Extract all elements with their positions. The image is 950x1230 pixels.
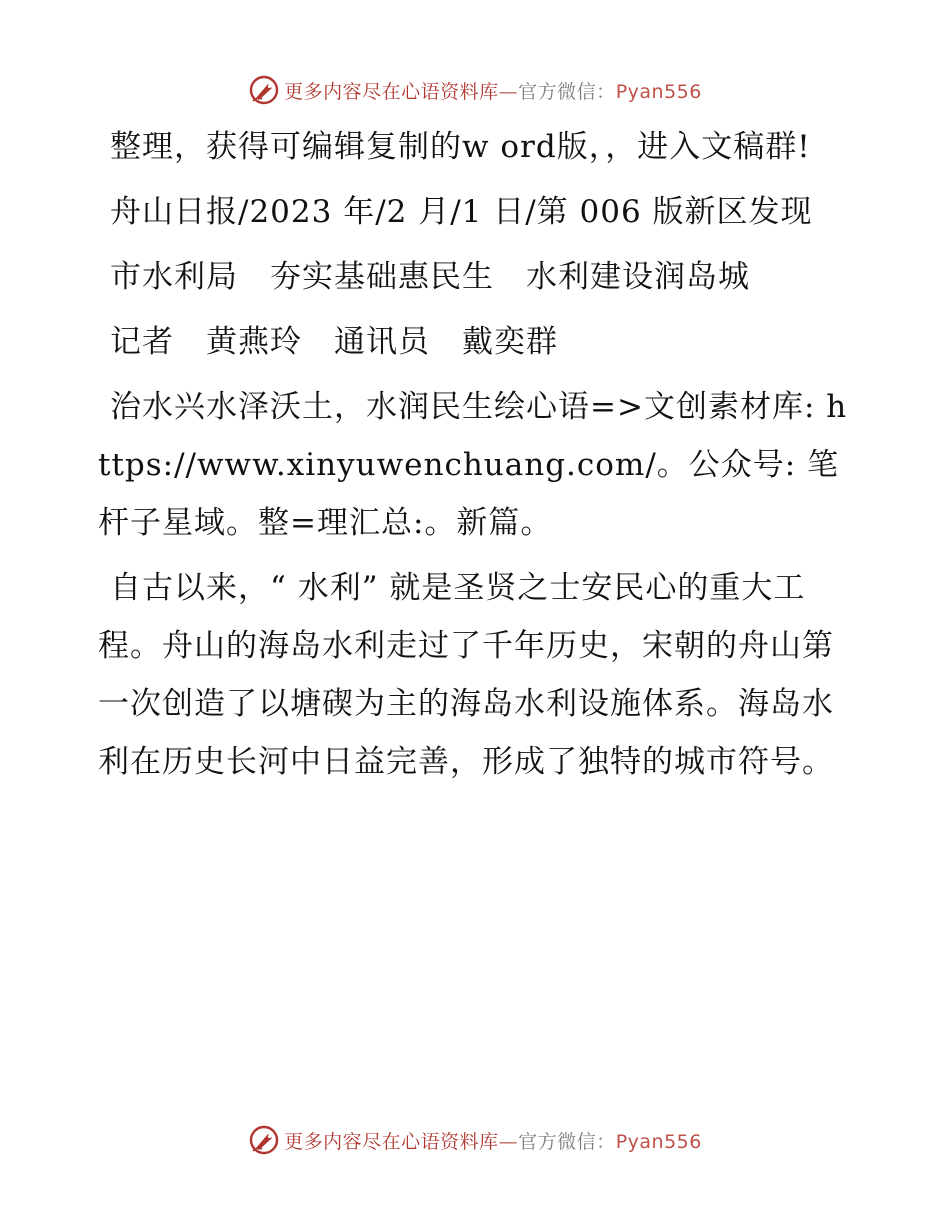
banner-main-text: 更多内容尽在心语资料库 <box>284 80 499 103</box>
article-byline-text: 记者 黄燕玲 通讯员 戴奕群 <box>110 324 558 360</box>
banner-wechat-label: 官方微信： <box>518 1130 616 1153</box>
paragraph-history-text: 自古以来，“ 水利” 就是圣贤之士安民心的重大工程。舟山的海岛水利走过了千年历史，宋朝的舟山第一次创造了以塘碶为主的海岛水利设施体系。海岛水利在历史长河中日益完善，形成了独特的城市符号。 <box>98 570 834 780</box>
paragraph-promo <box>98 378 858 552</box>
footer-banner <box>0 1120 950 1160</box>
banner-wechat-id: Pyan556 <box>615 1130 702 1153</box>
document-body <box>98 118 858 798</box>
pen-nib-logo-icon <box>248 1124 280 1156</box>
banner-dash: — <box>498 80 519 103</box>
pen-nib-logo-icon <box>248 74 280 106</box>
article-byline <box>98 313 858 371</box>
banner-wechat-id: Pyan556 <box>615 80 702 103</box>
paragraph-intro <box>98 118 858 176</box>
article-title <box>98 248 858 306</box>
banner-wechat-label: 官方微信： <box>518 80 616 103</box>
header-banner <box>0 70 950 110</box>
paragraph-intro-text: 整理，获得可编辑复制的w ord版，，进入文稿群! <box>110 129 811 165</box>
banner-text <box>284 77 702 104</box>
banner-text <box>284 1127 702 1154</box>
banner-dash: — <box>498 1130 519 1153</box>
paragraph-source-text: 舟山日报/2023 年/2 月/1 日/第 006 版新区发现 <box>110 194 813 230</box>
paragraph-promo-text: 治水兴水泽沃土，水润民生绘心语=>文创素材库: https://www.xinyuwenchuang.com/。公众号: 笔杆子星域。整=理汇总:。新篇。 <box>98 389 848 541</box>
banner-main-text: 更多内容尽在心语资料库 <box>284 1130 499 1153</box>
paragraph-source <box>98 183 858 241</box>
article-title-text: 市水利局 夯实基础惠民生 水利建设润岛城 <box>110 259 750 295</box>
paragraph-history <box>98 559 858 791</box>
